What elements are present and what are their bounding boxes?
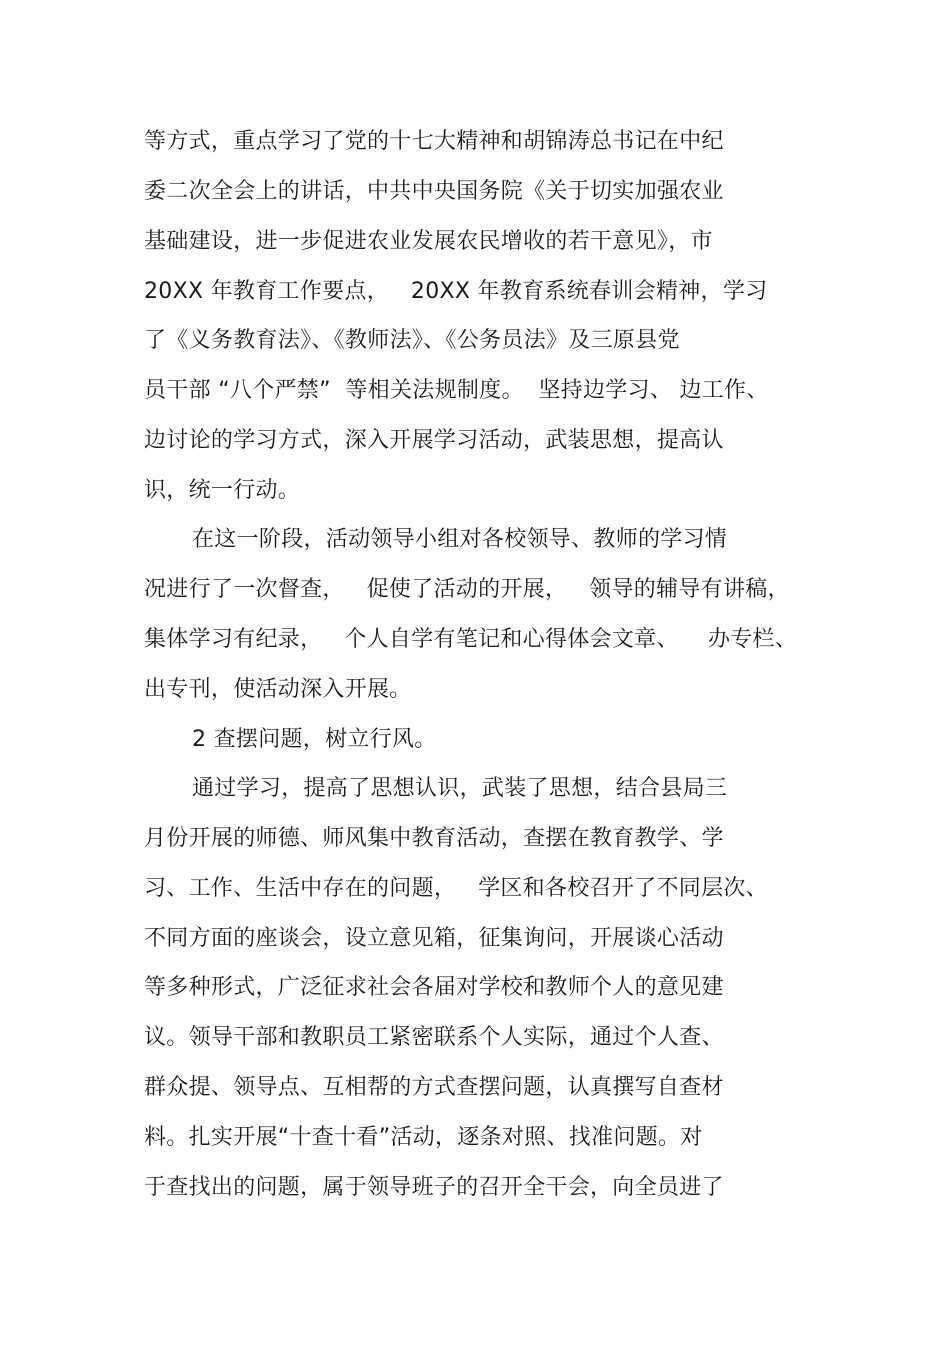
- text-line: 不同方面的座谈会，设立意见箱，征集询问，开展谈心活动: [144, 926, 724, 951]
- text-line: 料。扎实开展“十查十看”活动，逐条对照、找准问题。对: [144, 1125, 703, 1150]
- text-line: 基础建设，进一步促进农业发展农民增收的若干意见》，市: [144, 229, 713, 254]
- text-line: 习、工作、生活中存在的问题， 学区和各校召开了不同层次、: [144, 876, 768, 901]
- section-heading: 2 查摆问题，树立行风。: [192, 727, 437, 752]
- text-line: 员干部 “八个严禁” 等相关法规制度。 坚持边学习、 边工作、: [144, 378, 769, 403]
- text-line: 等多种形式，广泛征求社会各届对学校和教师个人的意见建: [144, 975, 724, 1000]
- text-line: 群众提、领导点、互相帮的方式查摆问题，认真撰写自查材: [144, 1075, 724, 1100]
- paragraph-start-line: 通过学习，提高了思想认识，武装了思想，结合县局三: [192, 776, 728, 801]
- text-line: 了《义务教育法》、《教师法》、《公务员法》及三原县党: [144, 328, 680, 353]
- text-line: 委二次全会上的讲话，中共中央国务院《关于切实加强农业: [144, 179, 724, 204]
- text-line: 20XX 年教育工作要点， 20XX 年教育系统春训会精神，学习: [144, 279, 768, 304]
- text-line: 议。领导干部和教职员工紧密联系个人实际，通过个人查、: [144, 1025, 724, 1050]
- text-line: 集体学习有纪录， 个人自学有笔记和心得体会文章、 办专栏、: [144, 627, 798, 652]
- text-line: 况进行了一次督查， 促使了活动的开展， 领导的辅导有讲稿，: [144, 577, 790, 602]
- paragraph-start-line: 在这一阶段，活动领导小组对各校领导、教师的学习情: [192, 527, 728, 552]
- text-line: 月份开展的师德、师风集中教育活动，查摆在教育教学、学: [144, 826, 724, 851]
- text-line: 边讨论的学习方式，深入开展学习活动，武装思想，提高认: [144, 428, 724, 453]
- text-line: 于查找出的问题，属于领导班子的召开全干会，向全员进了: [144, 1175, 724, 1200]
- text-line: 等方式，重点学习了党的十七大精神和胡锦涛总书记在中纪: [144, 129, 724, 154]
- text-line: 出专刊，使活动深入开展。: [144, 677, 412, 702]
- text-line: 识，统一行动。: [144, 478, 301, 503]
